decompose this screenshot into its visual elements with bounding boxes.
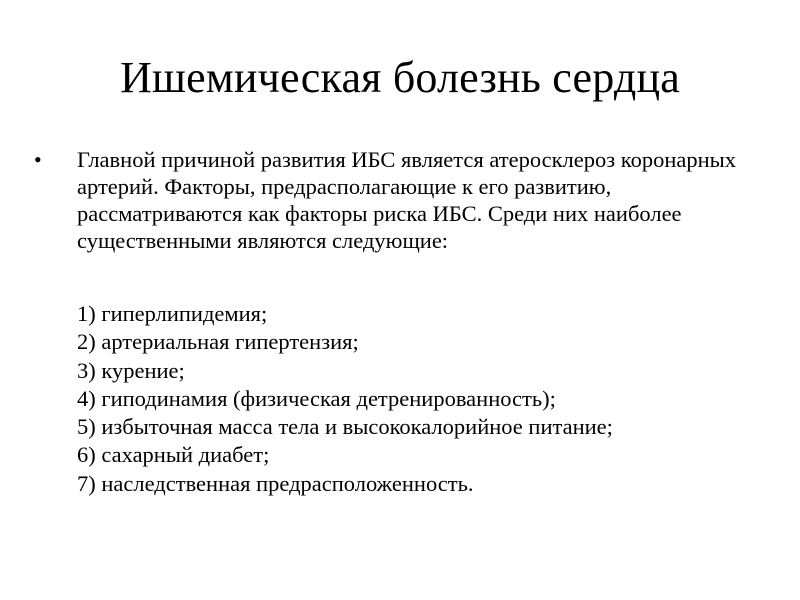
slide-title: Ишемическая болезнь сердца (120, 53, 680, 102)
risk-factors-list (77, 300, 754, 498)
risk-factor-item: 3) курение; (77, 357, 185, 383)
risk-factor-item: 4) гиподинамия (физическая детренированность); (77, 385, 556, 411)
risk-factor-item: 6) сахарный диабет; (77, 442, 270, 468)
intro-paragraph: Главной причиной развития ИБС является атеросклероз коронарных артерий. Факторы, предрасполагающие к его развитию, рассматриваются как факторы риска ИБС. Среди них наиболее существенными являются следующие: (77, 147, 737, 253)
risk-factor-item: 2) артериальная гипертензия; (77, 329, 359, 355)
slide-content (34, 146, 754, 498)
bullet-marker: • (34, 147, 42, 172)
bullet-paragraph (34, 146, 754, 254)
risk-factor-item: 7) наследственная предрасположенность. (77, 470, 474, 496)
risk-factor-item: 5) избыточная масса тела и высококалорийное питание; (77, 414, 613, 440)
risk-factor-item: 1) гиперлипидемия; (77, 301, 268, 326)
